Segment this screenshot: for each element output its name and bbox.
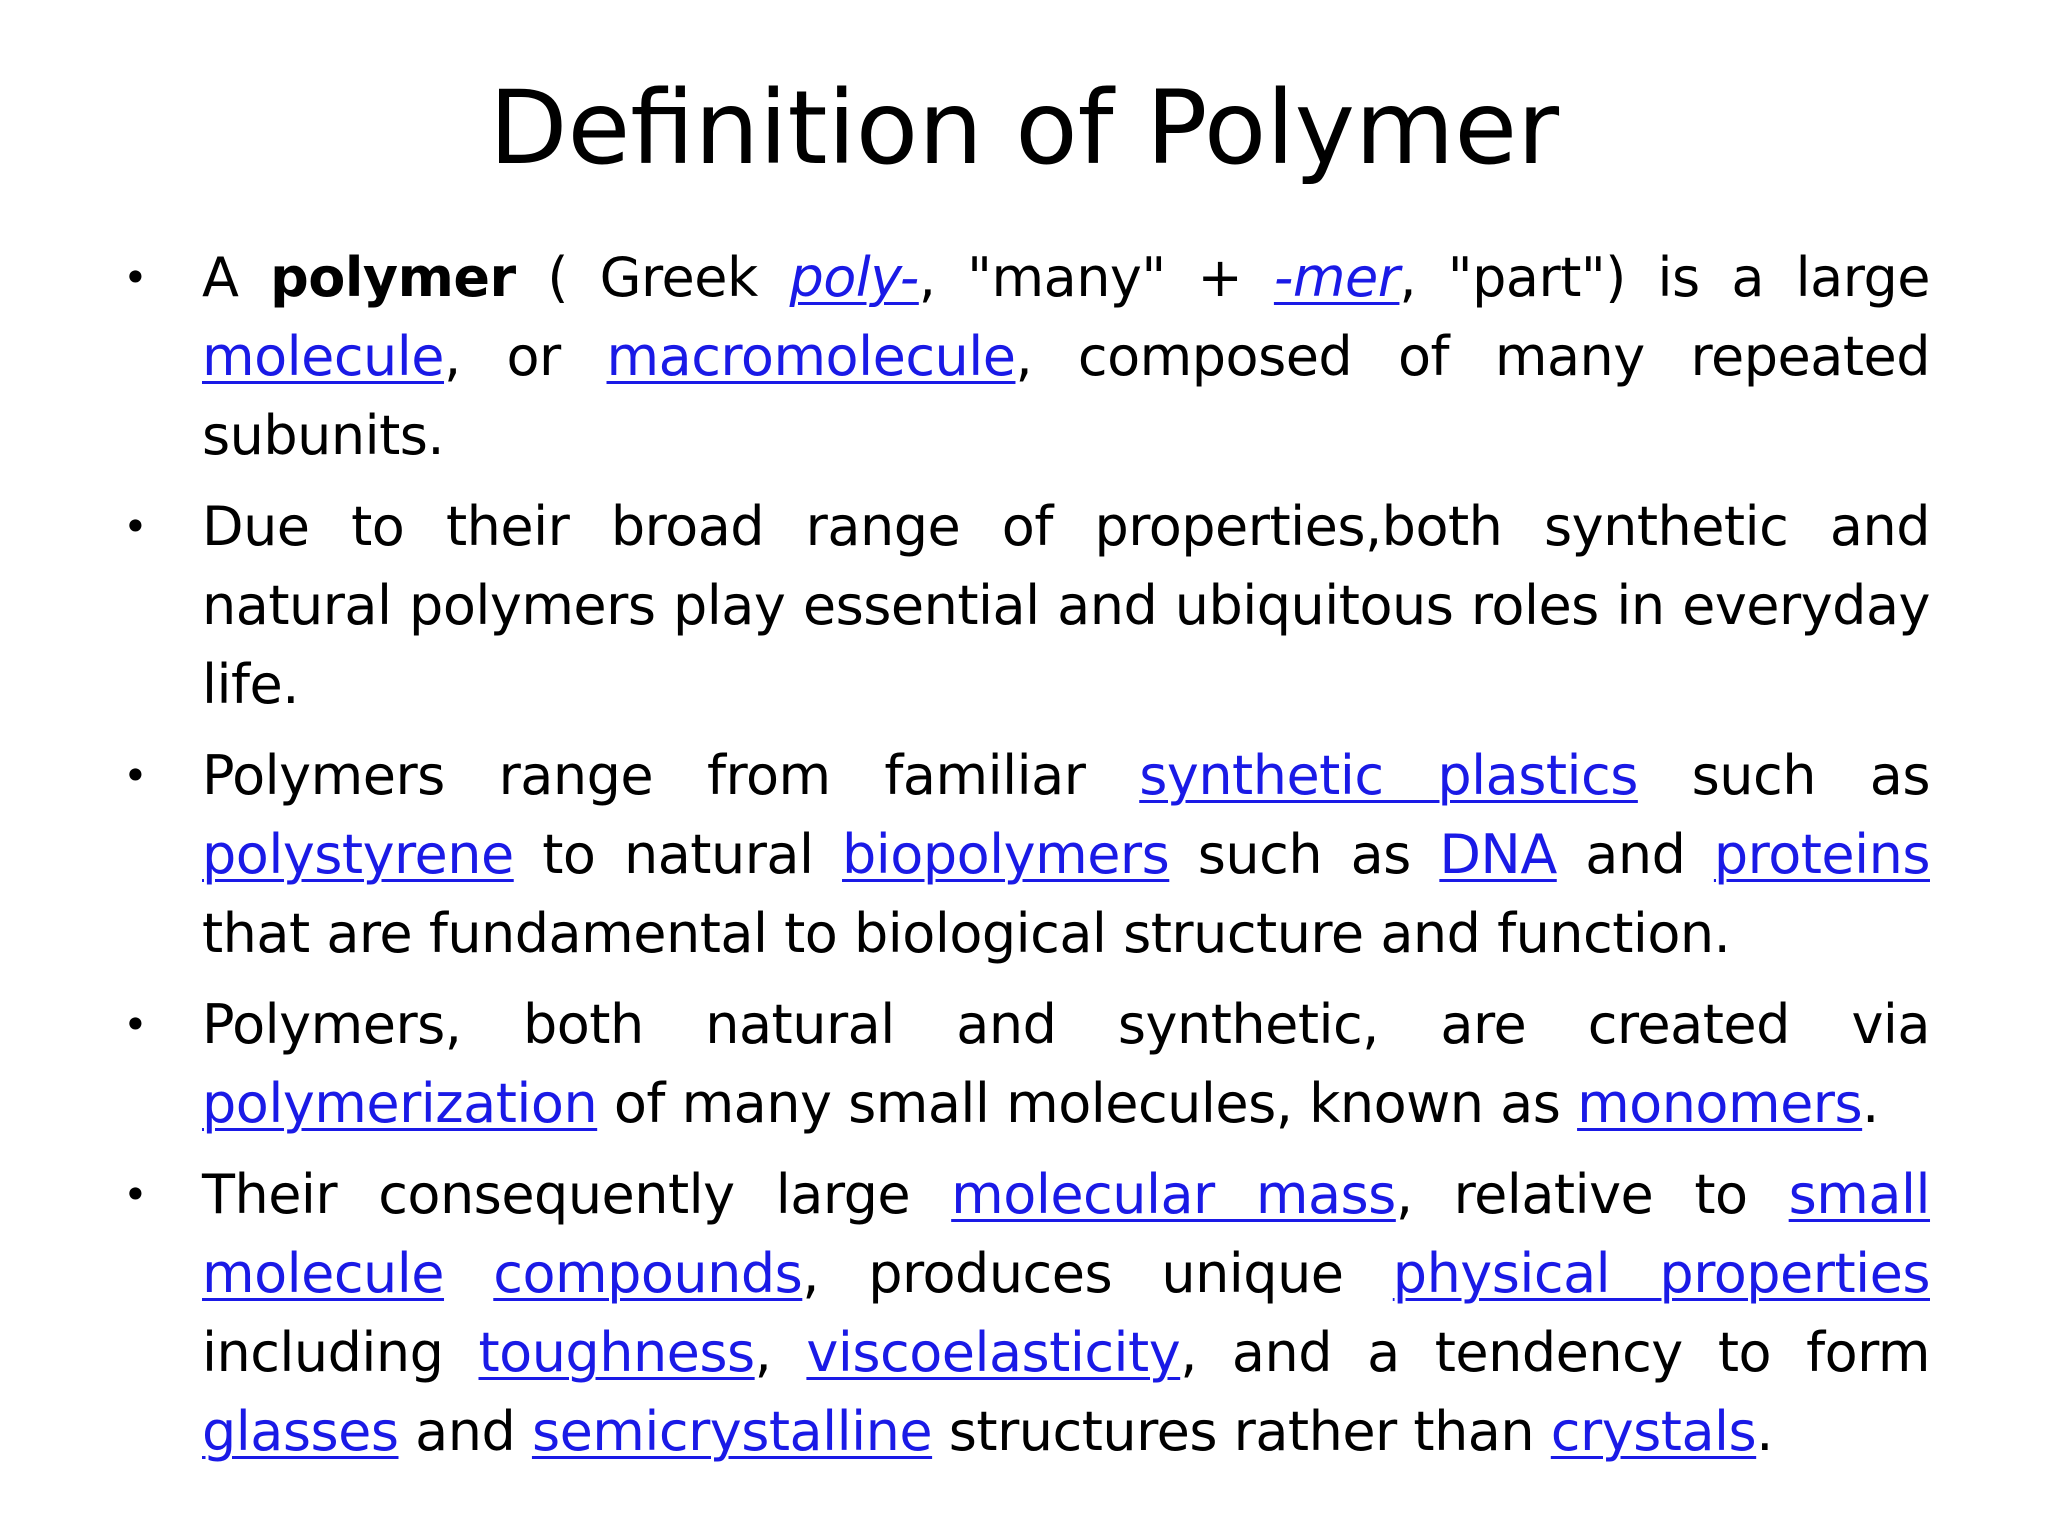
text-span: , "many" + [918,246,1274,309]
text-span [444,1242,493,1305]
bullet-item [0,487,2048,724]
slide-title: Definition of Polymer [488,69,1560,188]
bullet-icon: • [123,1000,148,1049]
link-mer[interactable]: -mer [1273,246,1400,309]
bullet-item [0,736,2048,973]
text-span: , or [444,325,607,388]
text-span: , and a tendency to form [1180,1321,1930,1384]
text-span: Due to their broad range of properties,both synthetic and natural polymers play essential and ubiquitous roles in everyday life. [202,495,1930,716]
bullet-icon: • [123,253,148,302]
bullet-text [202,1155,1930,1471]
text-span: of many small molecules, known as [597,1072,1578,1135]
bullet-icon: • [123,751,148,800]
text-span: , relative to [1395,1163,1789,1226]
bullet-item [0,238,2048,475]
text-span: , "part") is a large [1399,246,1930,309]
bullet-item [0,1155,2048,1471]
link-monomers[interactable]: monomers [1577,1072,1863,1135]
bullet-icon: • [123,502,148,551]
bullet-list [0,238,2048,1483]
link-glasses[interactable]: glasses [202,1400,399,1463]
text-span: ( Greek [515,246,790,309]
link-macromolecule[interactable]: macromolecule [606,325,1016,388]
text-span: Polymers range from familiar [202,744,1140,807]
link-proteins[interactable]: proteins [1713,823,1930,886]
bullet-text [202,985,1930,1143]
text-span: Their consequently large [202,1163,952,1226]
text-span: and [398,1400,532,1463]
text-span: Polymers, both natural and synthetic, are created via [202,993,1930,1056]
text-span: . [1862,1072,1879,1135]
link-compounds[interactable]: compounds [493,1242,803,1305]
text-span: such as [1637,744,1930,807]
text-span: , composed of many repeated subunits. [202,325,1931,467]
link-poly[interactable]: poly- [789,246,919,309]
link-crystals[interactable]: crystals [1550,1400,1757,1463]
link-physical-properties[interactable]: physical properties [1392,1242,1930,1305]
text-span: that are fundamental to biological structure and function. [202,902,1731,965]
link-molecule[interactable]: molecule [202,325,445,388]
text-span: and [1556,823,1714,886]
text-span: . [1756,1400,1773,1463]
bullet-text [202,238,1930,475]
text-span: to natural [513,823,843,886]
link-synthetic-plastics[interactable]: synthetic plastics [1139,744,1638,807]
bullet-item [0,985,2048,1143]
text-span: including [202,1321,479,1384]
link-semicrystalline[interactable]: semicrystalline [531,1400,933,1463]
link-biopolymers[interactable]: biopolymers [842,823,1170,886]
link-molecular-mass[interactable]: molecular mass [951,1163,1396,1226]
link-dna[interactable]: DNA [1439,823,1557,886]
link-polymerization[interactable]: polymerization [202,1072,598,1135]
text-span: A [202,246,271,309]
bullet-text [202,736,1930,973]
text-span: such as [1169,823,1440,886]
text-span: , produces unique [802,1242,1393,1305]
text-span: , [754,1321,807,1384]
link-small-molecule[interactable]: small molecule [202,1163,1931,1305]
link-polystyrene[interactable]: polystyrene [202,823,514,886]
text-span: structures rather than [932,1400,1551,1463]
link-toughness[interactable]: toughness [478,1321,755,1384]
bullet-text [202,487,1930,724]
link-viscoelasticity[interactable]: viscoelasticity [806,1321,1181,1384]
bullet-icon: • [123,1170,148,1219]
term-polymer: polymer [270,246,516,309]
